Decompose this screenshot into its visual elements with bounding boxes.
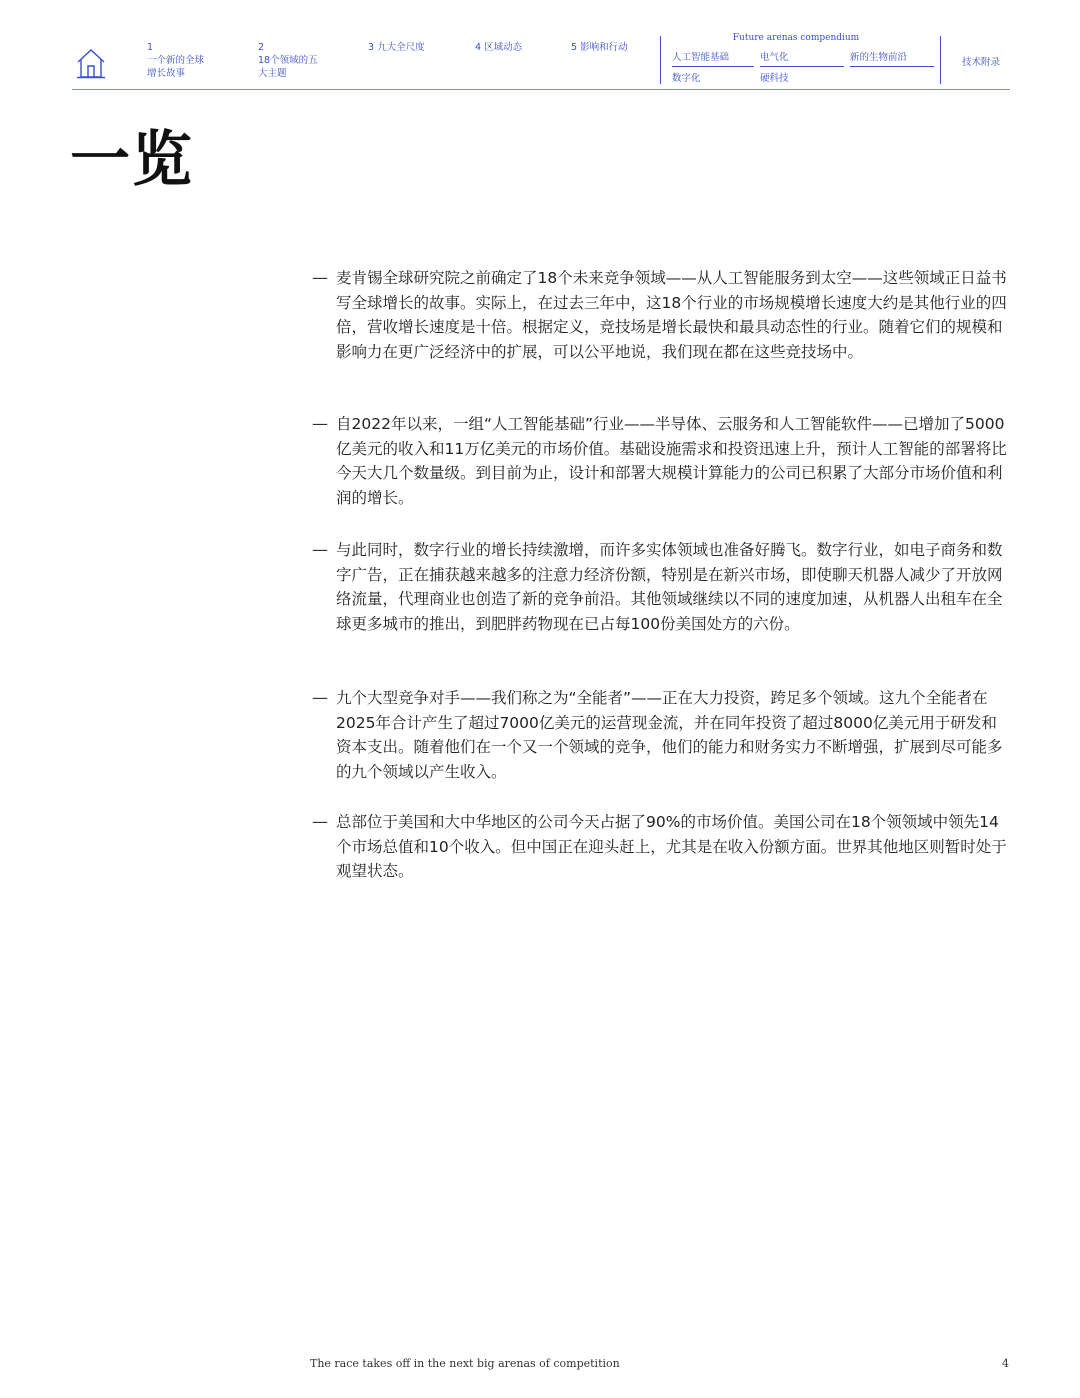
summary-bullet [312,538,1012,636]
bullet-marker: — [312,414,328,433]
bullet-text: 与此同时，数字行业的增长持续激增，而许多实体领域也准备好腾飞。数字行业，如电子商务和数字广告，正在捕获越来越多的注意力经济份额，特别是在新兴市场，即使聊天机器人减少了开放网络流量，代理商业也创造了新的竞争前沿。其他领域继续以不同的速度加速，从机器人出租车在全球更多城市的推出，到肥胖药物现在已占每100份美国处方的六份。 [336,541,1003,633]
nav-divider [660,36,661,84]
nav-chapter-3[interactable] [368,41,426,54]
chapter-number: 2 [258,42,265,53]
chapter-label: 4 区域动态 [475,42,523,53]
chapter-label: 5 影响和行动 [571,42,628,53]
bullet-text: 自2022年以来，一组“人工智能基础”行业——半导体、云服务和人工智能软件——已增加了5000亿美元的收入和11万亿美元的市场价值。基础设施需求和投资迅速上升，预计人工智能的部署将比今天大几个数量级。到目前为止，设计和部署大规模计算能力的公司已积累了大部分市场价值和利润的增长。 [336,415,1007,507]
nav-arena-hard-tech[interactable]: 硬科技 [760,73,789,84]
summary-bullet [312,266,1012,364]
bullet-marker: — [312,540,328,559]
page-title: 一览 [70,125,194,195]
nav-divider [940,36,941,84]
nav-chapter-4[interactable] [475,41,525,54]
chapter-label: 18个领域的五大主题 [258,55,318,79]
chapter-number: 1 [147,42,154,53]
bullet-text: 九个大型竞争对手——我们称之为“全能者”——正在大力投资，跨足多个领域。这九个全能者在2025年合计产生了超过7000亿美元的运营现金流，并在同年投资了超过8000亿美元用于研发和资本支出。随着他们在一个又一个领域的竞争，他们的能力和财务实力不断增强，扩展到尽可能多的九个领域以产生收入。 [336,689,1003,781]
summary-bullet [312,686,1012,784]
bullet-marker: — [312,812,328,831]
nav-arena-electrification[interactable]: 电气化 [760,51,844,67]
nav-arena-digital[interactable]: 数字化 [672,73,701,84]
top-navigation [0,0,1080,92]
chapter-label: 3 九大全尺度 [368,42,425,53]
bullet-marker: — [312,268,328,287]
home-icon [76,47,106,79]
chapter-label: 一个新的全球增长故事 [147,55,205,79]
nav-chapter-2[interactable] [258,41,318,80]
bullet-text: 总部位于美国和大中华地区的公司今天占据了90%的市场价值。美国公司在18个领领域中领先14个市场总值和10个收入。但中国正在迎头赶上，尤其是在收入份额方面。世界其他地区则暂时处于观望状态。 [336,813,1007,880]
nav-chapter-1[interactable] [147,41,207,80]
nav-arena-bio-frontier[interactable]: 新的生物前沿 [850,51,934,67]
nav-arena-ai-foundations[interactable]: 人工智能基础 [672,51,754,67]
summary-bullet [312,810,1012,884]
compendium-title: Future arenas compendium [732,33,860,43]
summary-bullet [312,412,1012,510]
nav-chapter-5[interactable] [571,41,629,54]
footer-report-title: The race takes off in the next big arenas of competition [310,1357,620,1370]
bullet-marker: — [312,688,328,707]
home-button[interactable] [76,47,106,79]
bullet-text: 麦肯锡全球研究院之前确定了18个未来竞争领域——从人工智能服务到太空——这些领域正日益书写全球增长的故事。实际上，在过去三年中，这18个行业的市场规模增长速度大约是其他行业的四倍，营收增长速度是十倍。根据定义，竞技场是增长最快和最具动态性的行业。随着它们的规模和影响力在更广泛经济中的扩展，可以公平地说，我们现在都在这些竞技场中。 [336,269,1007,361]
nav-technical-appendix[interactable]: 技术附录 [962,57,1001,68]
header-rule [72,89,1010,90]
page-number: 4 [1002,1357,1009,1370]
